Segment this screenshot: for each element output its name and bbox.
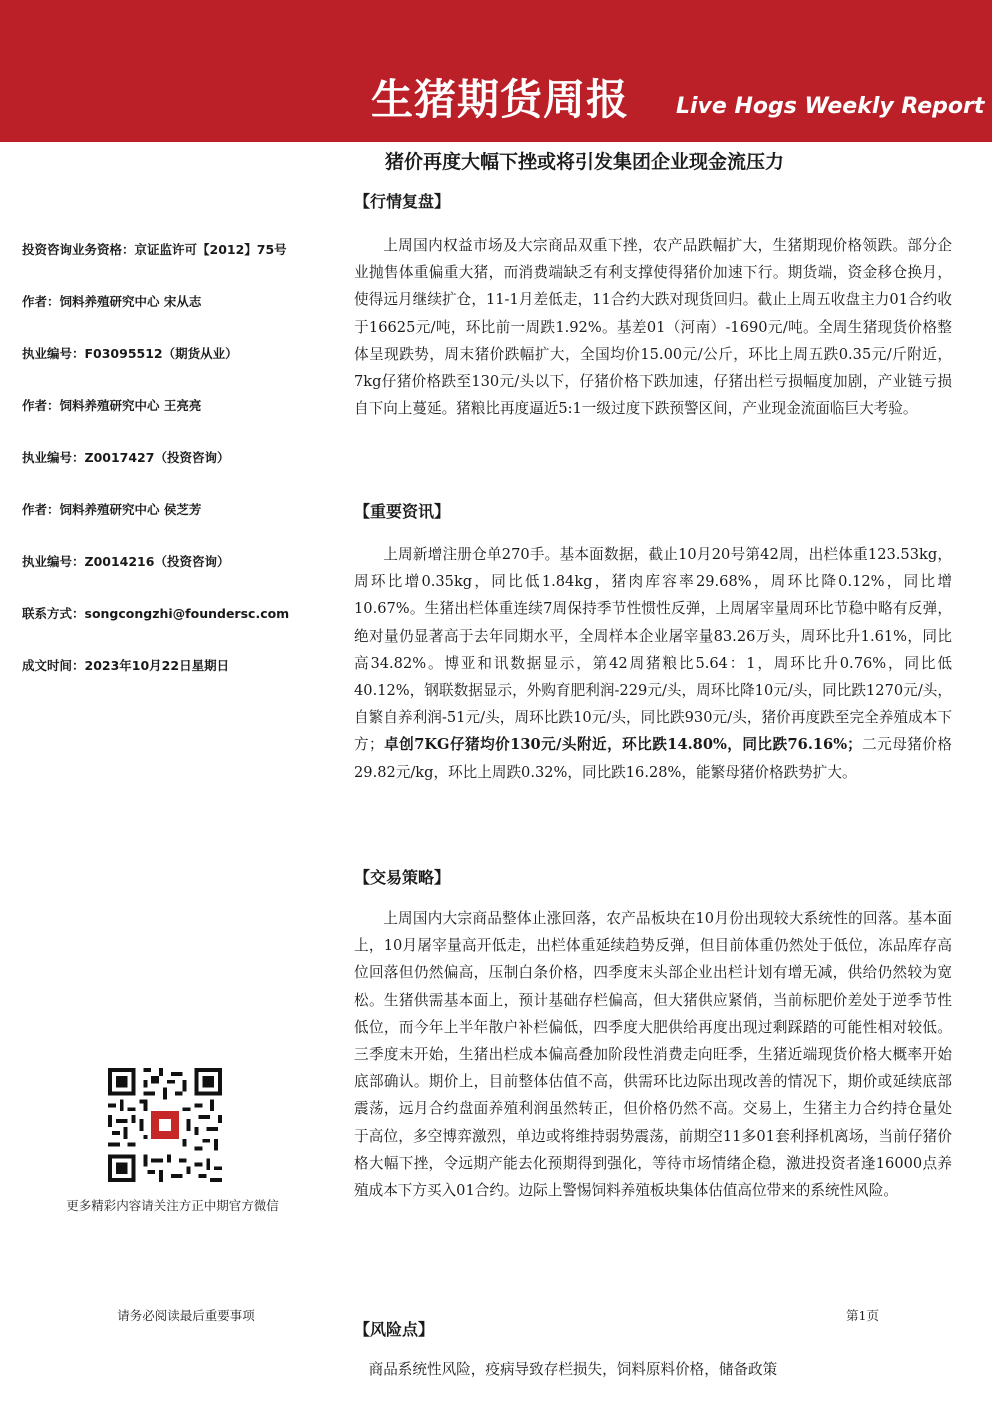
news-text-a: 上周新增注册仓单270手。基本面数据，截止10月20号第42周，出栏体重123.53kg，周环比增0.35kg，同比低1.84kg，猪肉库容率29.68%，周环比降0.12%，同比增10.67%。生猪出栏体重连续7周保持季节性惯性反弹，上周屠宰量周环比节稳中略有反弹，绝对量仍显著高于去年同期水平，全周样本企业屠宰量83.26万头，周环比升1.61%，同比高34.82%。博亚和讯数据显示，第42周猪粮比5.64：1，周环比升0.76%，同比低40.12%，钢联数据显示，外购育肥利润-229元/头，周环比降10元/头，同比跌1270元/头，自繁自养利润-51元/头，周环比跌10元/头，同比跌930元/头，猪价再度跌至完全养殖成本下方；	[354, 546, 952, 754]
section-heading-risk: 【风险点】	[354, 1320, 435, 1339]
market-review-text: 上周国内权益市场及大宗商品双重下挫，农产品跌幅扩大，生猪期现价格领跌。部分企业抛售体重偏重大猪，而消费端缺乏有利支撑使得猪价加速下行。期货端，资金移仓换月，使得远月继续扩仓，11-1月差低走，11合约大跌对现货回归。截止上周五收盘主力01合约收于16625元/吨，环比前一周跌1.92%。基差01（河南）-1690元/吨。全周生猪现货价格整体呈现跌势，周末猪价跌幅扩大，全国均价15.00元/公斤，环比上周五跌0.35元/斤附近，7kg仔猪价格跌至130元/头以下，仔猪价格下跌加速，仔猪出栏亏损幅度加剧，产业链亏损自下向上蔓延。猪粮比再度逼近5:1一级过度下跌预警区间，产业现金流面临巨大考验。	[354, 237, 952, 418]
news-text	[354, 541, 952, 786]
meta-cert-3: 执业编号：Z0014216（投资咨询）	[22, 554, 230, 569]
report-title: 生猪期货周报	[371, 75, 630, 124]
report-subtitle-en: Live Hogs Weekly Report	[676, 94, 985, 119]
meta-contact: 联系方式：songcongzhi@foundersc.com	[22, 606, 290, 621]
qr-code	[108, 1068, 222, 1182]
disclaimer-note: 请务必阅读最后重要事项	[117, 1308, 255, 1323]
qr-caption: 更多精彩内容请关注方正中期官方微信	[66, 1198, 279, 1213]
meta-cert-1: 执业编号：F03095512（期货从业）	[22, 346, 238, 361]
page-number: 第1页	[846, 1308, 879, 1323]
qr-code-icon	[108, 1068, 222, 1182]
section-heading-market: 【行情复盘】	[354, 192, 451, 211]
news-text-c: 二元母猪价格29.82元/kg，环比上周跌0.32%，同比跌16.28%，能繁母猪价格跌势扩大。	[354, 736, 952, 781]
meta-author-2: 作者：饲料养殖研究中心 王亮亮	[22, 398, 202, 413]
meta-license: 投资咨询业务资格：京证监许可【2012】75号	[22, 242, 287, 257]
section-heading-strategy: 【交易策略】	[354, 868, 451, 887]
meta-author-1: 作者：饲料养殖研究中心 宋从志	[22, 294, 202, 309]
meta-cert-2: 执业编号：Z0017427（投资咨询）	[22, 450, 230, 465]
risk-text: 商品系统性风险，疫病导致存栏损失，饲料原料价格，储备政策	[368, 1361, 778, 1378]
meta-author-3: 作者：饲料养殖研究中心 侯芝芳	[22, 502, 202, 517]
headline: 猪价再度大幅下挫或将引发集团企业现金流压力	[385, 151, 785, 173]
news-text-highlight: 卓创7KG仔猪均价130元/头附近，环比跌14.80%，同比跌76.16%；	[383, 736, 862, 754]
meta-date: 成文时间：2023年10月22日星期日	[22, 658, 230, 673]
strategy-text: 上周国内大宗商品整体止涨回落，农产品板块在10月份出现较大系统性的回落。基本面上，10月屠宰量高开低走，出栏体重延续趋势反弹，但目前体重仍然处于低位，冻品库存高位回落但仍然偏高，压制白条价格，四季度末头部企业出栏计划有增无减，供给仍然较为宽松。生猪供需基本面上，预计基础存栏偏高，但大猪供应紧俏，当前标肥价差处于逆季节性低位，而今年上半年散户补栏偏低，四季度大肥供给再度出现过剩踩踏的可能性相对较低。三季度末开始，生猪出栏成本偏高叠加阶段性消费走向旺季，生猪近端现货价格大概率开始底部确认。期价上，目前整体估值不高，供需环比边际出现改善的情况下，期价或延续底部震荡，远月合约盘面养殖利润虽然转正，但价格仍然不高。交易上，生猪主力合约持仓量处于高位，多空博弈激烈，单边或将维持弱势震荡，前期空11多01套利择机离场，当前仔猪价格大幅下挫，令远期产能去化预期得到强化，等待市场情绪企稳，激进投资者逢16000点养殖成本下方买入01合约。边际上警惕饲料养殖板块集体估值高位带来的系统性风险。	[354, 910, 952, 1200]
header-banner	[0, 0, 992, 142]
section-heading-news: 【重要资讯】	[354, 502, 451, 521]
